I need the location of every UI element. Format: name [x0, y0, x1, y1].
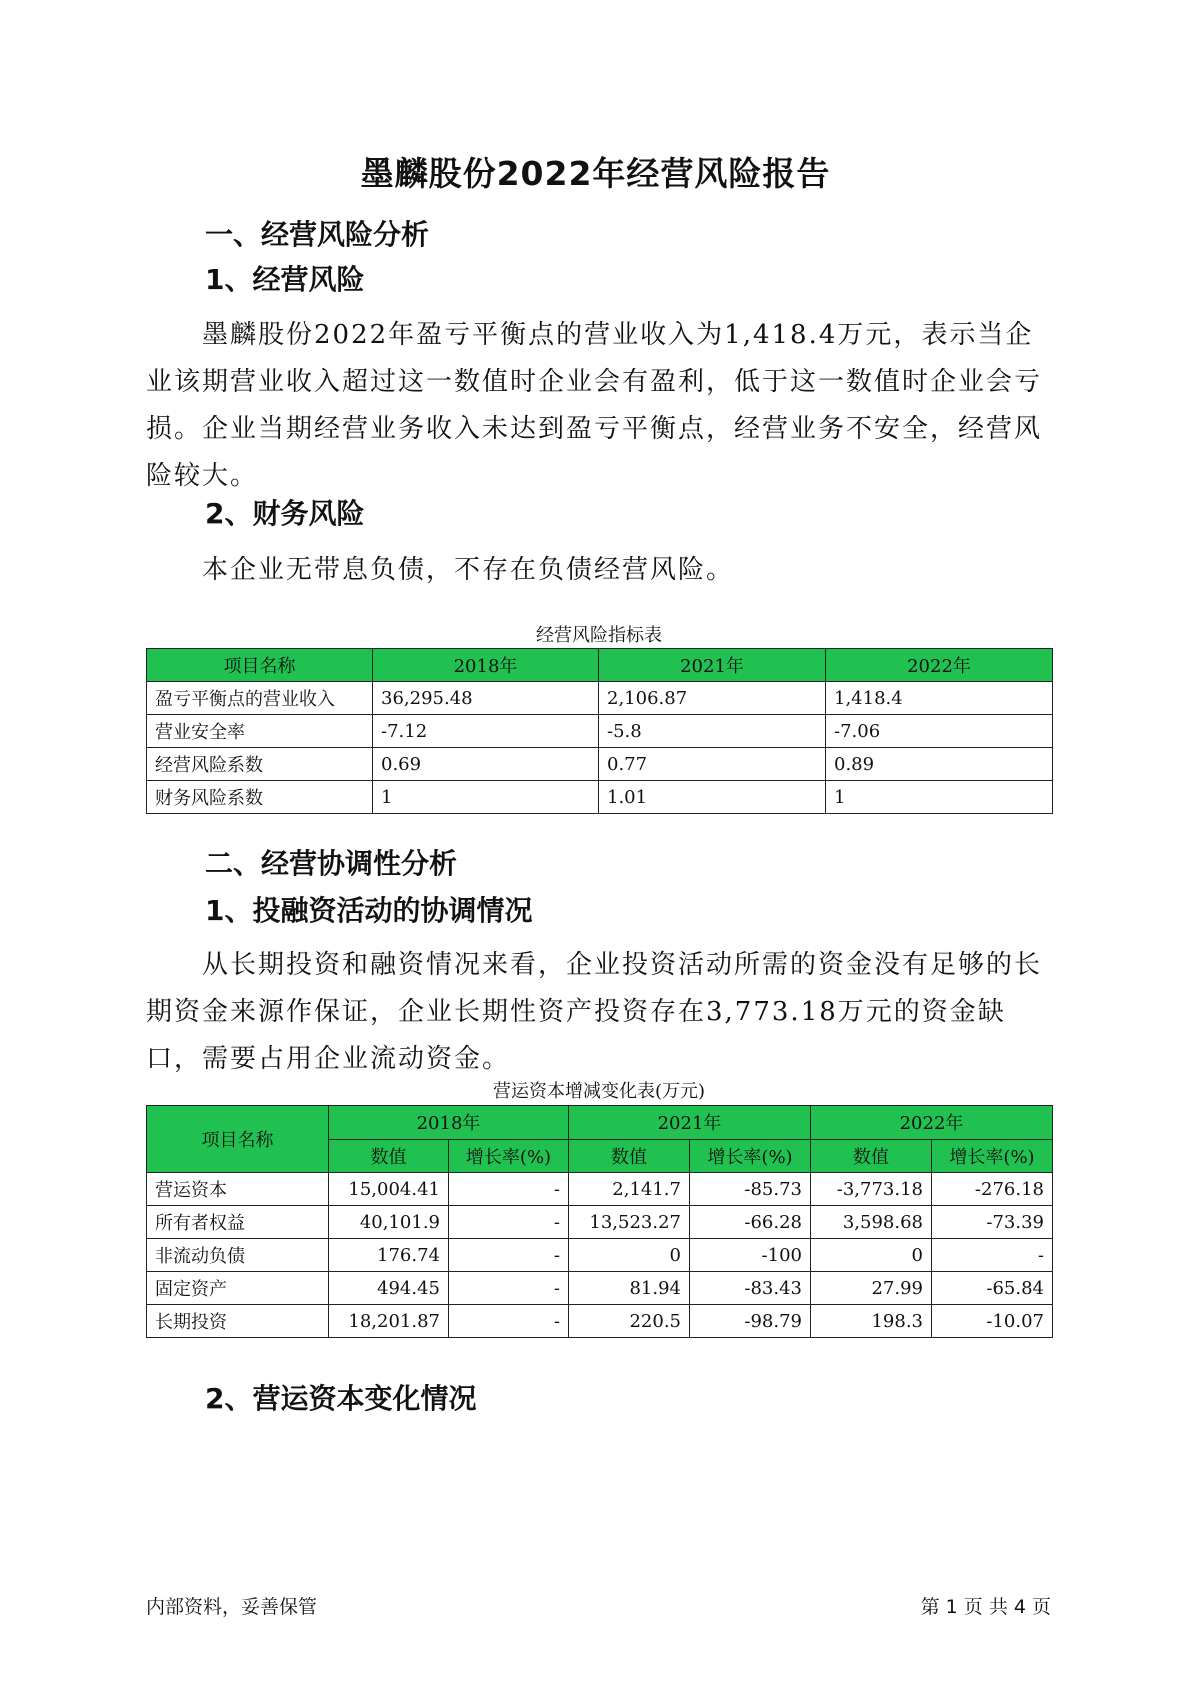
cell: -65.84: [932, 1272, 1053, 1305]
header-2022: 2022年: [826, 649, 1053, 682]
table-row: [147, 1272, 1053, 1305]
section-1-heading: 一、经营风险分析: [205, 218, 430, 251]
cell: 0: [811, 1239, 932, 1272]
cell: 40,101.9: [329, 1206, 449, 1239]
cell: 220.5: [569, 1305, 690, 1338]
cell: -: [932, 1239, 1053, 1272]
cell: -7.12: [373, 715, 599, 748]
header-item: 项目名称: [147, 649, 373, 682]
working-capital-table-caption: 营运资本增减变化表(万元): [492, 1081, 706, 1102]
cell: -: [449, 1239, 569, 1272]
section-1-1-heading: 1、经营风险: [205, 263, 365, 296]
cell: 18,201.87: [329, 1305, 449, 1338]
table-row: [147, 1239, 1053, 1272]
cell: 198.3: [811, 1305, 932, 1338]
cell: 营运资本: [147, 1173, 329, 1206]
table-header-row: [147, 649, 1053, 682]
header-2021: 2021年: [599, 649, 826, 682]
cell: -98.79: [690, 1305, 811, 1338]
cell: 27.99: [811, 1272, 932, 1305]
header-2021: 2021年: [569, 1106, 811, 1140]
cell: 2,141.7: [569, 1173, 690, 1206]
cell: 1: [373, 781, 599, 814]
subheader-value: 数值: [569, 1139, 690, 1173]
section-2-heading: 二、经营协调性分析: [205, 847, 458, 880]
section-2-1-heading: 1、投融资活动的协调情况: [205, 894, 533, 927]
table-row: [147, 1173, 1053, 1206]
cell: -83.43: [690, 1272, 811, 1305]
cell: 盈亏平衡点的营业收入: [147, 682, 373, 715]
cell: 固定资产: [147, 1272, 329, 1305]
cell: -3,773.18: [811, 1173, 932, 1206]
financial-risk-paragraph: 本企业无带息负债，不存在负债经营风险。: [202, 555, 735, 585]
table-row: [147, 682, 1053, 715]
cell: -276.18: [932, 1173, 1053, 1206]
financing-paragraph: 从长期投资和融资情况来看，企业投资活动所需的资金没有足够的长期资金来源作保证，企业长期性资产投资存在3,773.18万元的资金缺口，需要占用企业流动资金。: [146, 950, 1043, 1074]
table-row: [147, 748, 1053, 781]
cell: -: [449, 1305, 569, 1338]
cell: 所有者权益: [147, 1206, 329, 1239]
header-item: 项目名称: [147, 1106, 329, 1173]
table-row: [147, 715, 1053, 748]
risk-indicator-table: [146, 648, 1053, 814]
cell: 1.01: [599, 781, 826, 814]
cell: 0.77: [599, 748, 826, 781]
working-capital-table: [146, 1105, 1053, 1338]
cell: 494.45: [329, 1272, 449, 1305]
cell: 81.94: [569, 1272, 690, 1305]
cell: -66.28: [690, 1206, 811, 1239]
subheader-value: 数值: [811, 1139, 932, 1173]
cell: 15,004.41: [329, 1173, 449, 1206]
cell: 1: [826, 781, 1053, 814]
cell: 经营风险系数: [147, 748, 373, 781]
cell: 2,106.87: [599, 682, 826, 715]
header-2018: 2018年: [329, 1106, 569, 1140]
table-row: [147, 1305, 1053, 1338]
section-2-2-heading: 2、营运资本变化情况: [205, 1382, 477, 1415]
cell: 长期投资: [147, 1305, 329, 1338]
cell: 营业安全率: [147, 715, 373, 748]
table-header-row: [147, 1106, 1053, 1140]
operating-risk-paragraph: 墨麟股份2022年盈亏平衡点的营业收入为1,418.4万元，表示当企业该期营业收入超过这一数值时企业会有盈利，低于这一数值时企业会亏损。企业当期经营业务收入未达到盈亏平衡点，经营业务不安全，经营风险较大。: [146, 320, 1043, 491]
cell: 1,418.4: [826, 682, 1053, 715]
cell: 0.69: [373, 748, 599, 781]
cell: 176.74: [329, 1239, 449, 1272]
risk-table-caption: 经营风险指标表: [536, 625, 662, 646]
cell: 0.89: [826, 748, 1053, 781]
cell: -85.73: [690, 1173, 811, 1206]
subheader-growth: 增长率(%): [932, 1139, 1053, 1173]
table-row: [147, 781, 1053, 814]
footer-page-number: 第 1 页 共 4 页: [920, 1596, 1051, 1618]
subheader-growth: 增长率(%): [449, 1139, 569, 1173]
cell: 非流动负债: [147, 1239, 329, 1272]
header-2018: 2018年: [373, 649, 599, 682]
cell: -: [449, 1173, 569, 1206]
cell: 0: [569, 1239, 690, 1272]
cell: 13,523.27: [569, 1206, 690, 1239]
cell: 财务风险系数: [147, 781, 373, 814]
subheader-value: 数值: [329, 1139, 449, 1173]
section-1-2-heading: 2、财务风险: [205, 497, 365, 530]
cell: -: [449, 1206, 569, 1239]
cell: -7.06: [826, 715, 1053, 748]
cell: -73.39: [932, 1206, 1053, 1239]
cell: 36,295.48: [373, 682, 599, 715]
cell: -10.07: [932, 1305, 1053, 1338]
table-row: [147, 1206, 1053, 1239]
cell: -5.8: [599, 715, 826, 748]
header-2022: 2022年: [811, 1106, 1053, 1140]
subheader-growth: 增长率(%): [690, 1139, 811, 1173]
cell: -: [449, 1272, 569, 1305]
report-title: 墨麟股份2022年经营风险报告: [360, 154, 831, 193]
cell: 3,598.68: [811, 1206, 932, 1239]
footer-confidential: 内部资料，妥善保管: [146, 1596, 318, 1618]
cell: -100: [690, 1239, 811, 1272]
